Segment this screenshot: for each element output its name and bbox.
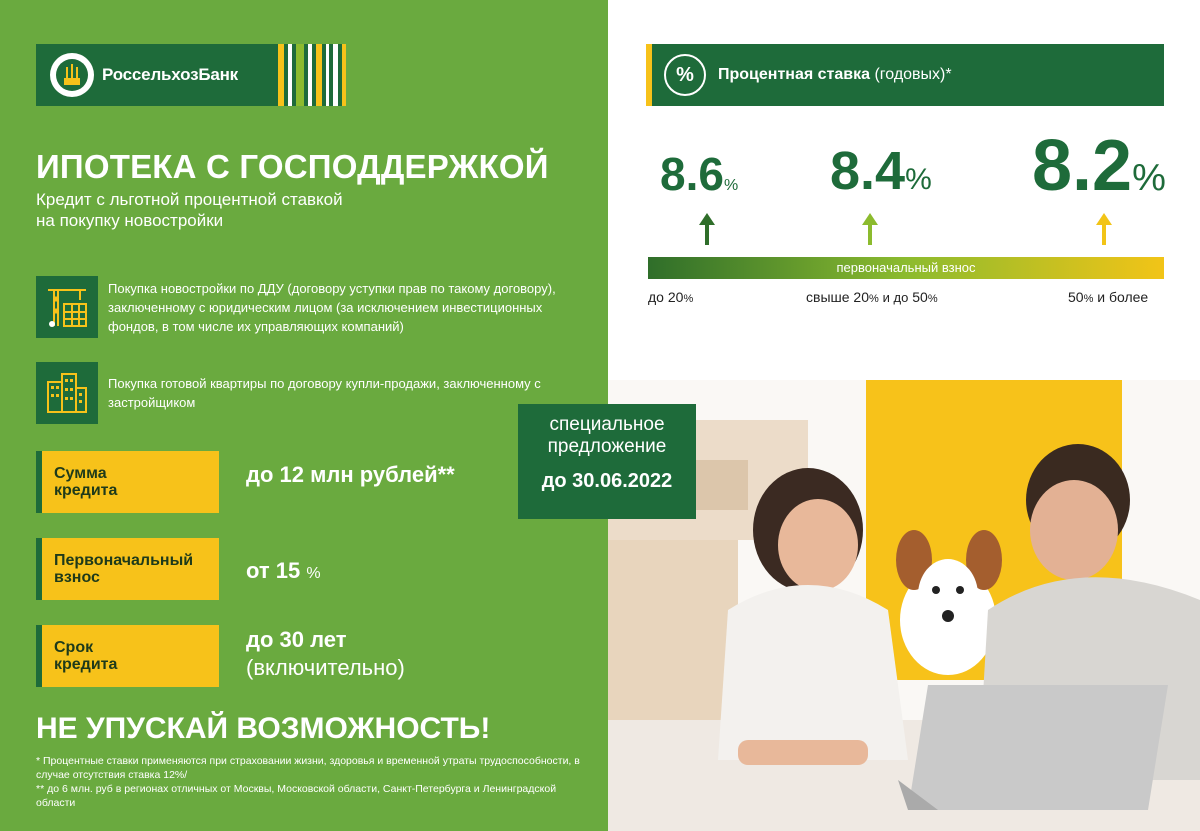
value-loan-term: до 30 лет (включительно) bbox=[246, 627, 405, 680]
feature-text: Покупка готовой квартиры по договору купли-продажи, заключенному с застройщиком bbox=[108, 376, 541, 410]
arrow-up-icon bbox=[862, 213, 878, 245]
rate-panel-header: % Процентная ставка (годовых)* bbox=[646, 44, 1164, 106]
wheat-emblem-icon bbox=[50, 53, 94, 97]
value-loan-amount: до 12 млн рублей** bbox=[246, 462, 455, 487]
feature-new-building bbox=[36, 276, 578, 338]
percent-icon: % bbox=[664, 54, 706, 96]
family-photo bbox=[608, 380, 1200, 831]
down-payment-bar: первоначальный взнос bbox=[648, 257, 1164, 279]
label-loan-term: Срок кредита bbox=[36, 625, 219, 687]
arrow-up-icon bbox=[1096, 213, 1112, 245]
page-subtitle: Кредит с льготной процентной ставкой на покупку новостройки bbox=[36, 190, 343, 230]
arrow-up-icon bbox=[699, 213, 715, 245]
construction-crane-icon bbox=[36, 276, 98, 338]
bank-logo[interactable] bbox=[36, 44, 346, 106]
apartment-buildings-icon bbox=[36, 362, 98, 424]
range-label-2: свыше 20% и до 50% bbox=[806, 289, 938, 305]
page-title: ИПОТЕКА С ГОСПОДДЕРЖКОЙ bbox=[36, 148, 549, 185]
rate-value-1: 8.6% bbox=[660, 148, 739, 200]
brand-name: РоссельхозБанк bbox=[102, 65, 238, 84]
range-label-3: 50% и более bbox=[1068, 289, 1149, 305]
value-down-payment: от 15 % bbox=[246, 558, 321, 583]
label-loan-amount: Сумма кредита bbox=[36, 451, 219, 513]
feature-ready-apartment bbox=[36, 362, 578, 424]
rate-value-2: 8.4% bbox=[830, 141, 932, 201]
feature-text: Покупка новостройки по ДДУ (договору уступки прав по такому договору), заключенному с юридическим лицом (за исключением инвестиционных фондов, в том числе их управляющих компаний) bbox=[108, 280, 556, 334]
range-label-1: до 20% bbox=[648, 289, 694, 305]
rate-value-3: 8.2% bbox=[1032, 126, 1166, 206]
footnotes: * Процентные ставки применяются при страховании жизни, здоровья и временной утраты трудоспособности, в случае отсутствия ставка 12%/ ** до 6 млн. руб в регионах отличных от Москвы, Московской области, Санкт-Петербурга и Ленинградской области bbox=[36, 755, 580, 809]
call-to-action: НЕ УПУСКАЙ ВОЗМОЖНОСТЬ! bbox=[36, 712, 491, 745]
logo-stripes bbox=[274, 44, 346, 106]
special-offer-badge[interactable]: специальное предложение до 30.06.2022 bbox=[518, 404, 696, 519]
label-down-payment: Первоначальный взнос bbox=[36, 538, 219, 600]
